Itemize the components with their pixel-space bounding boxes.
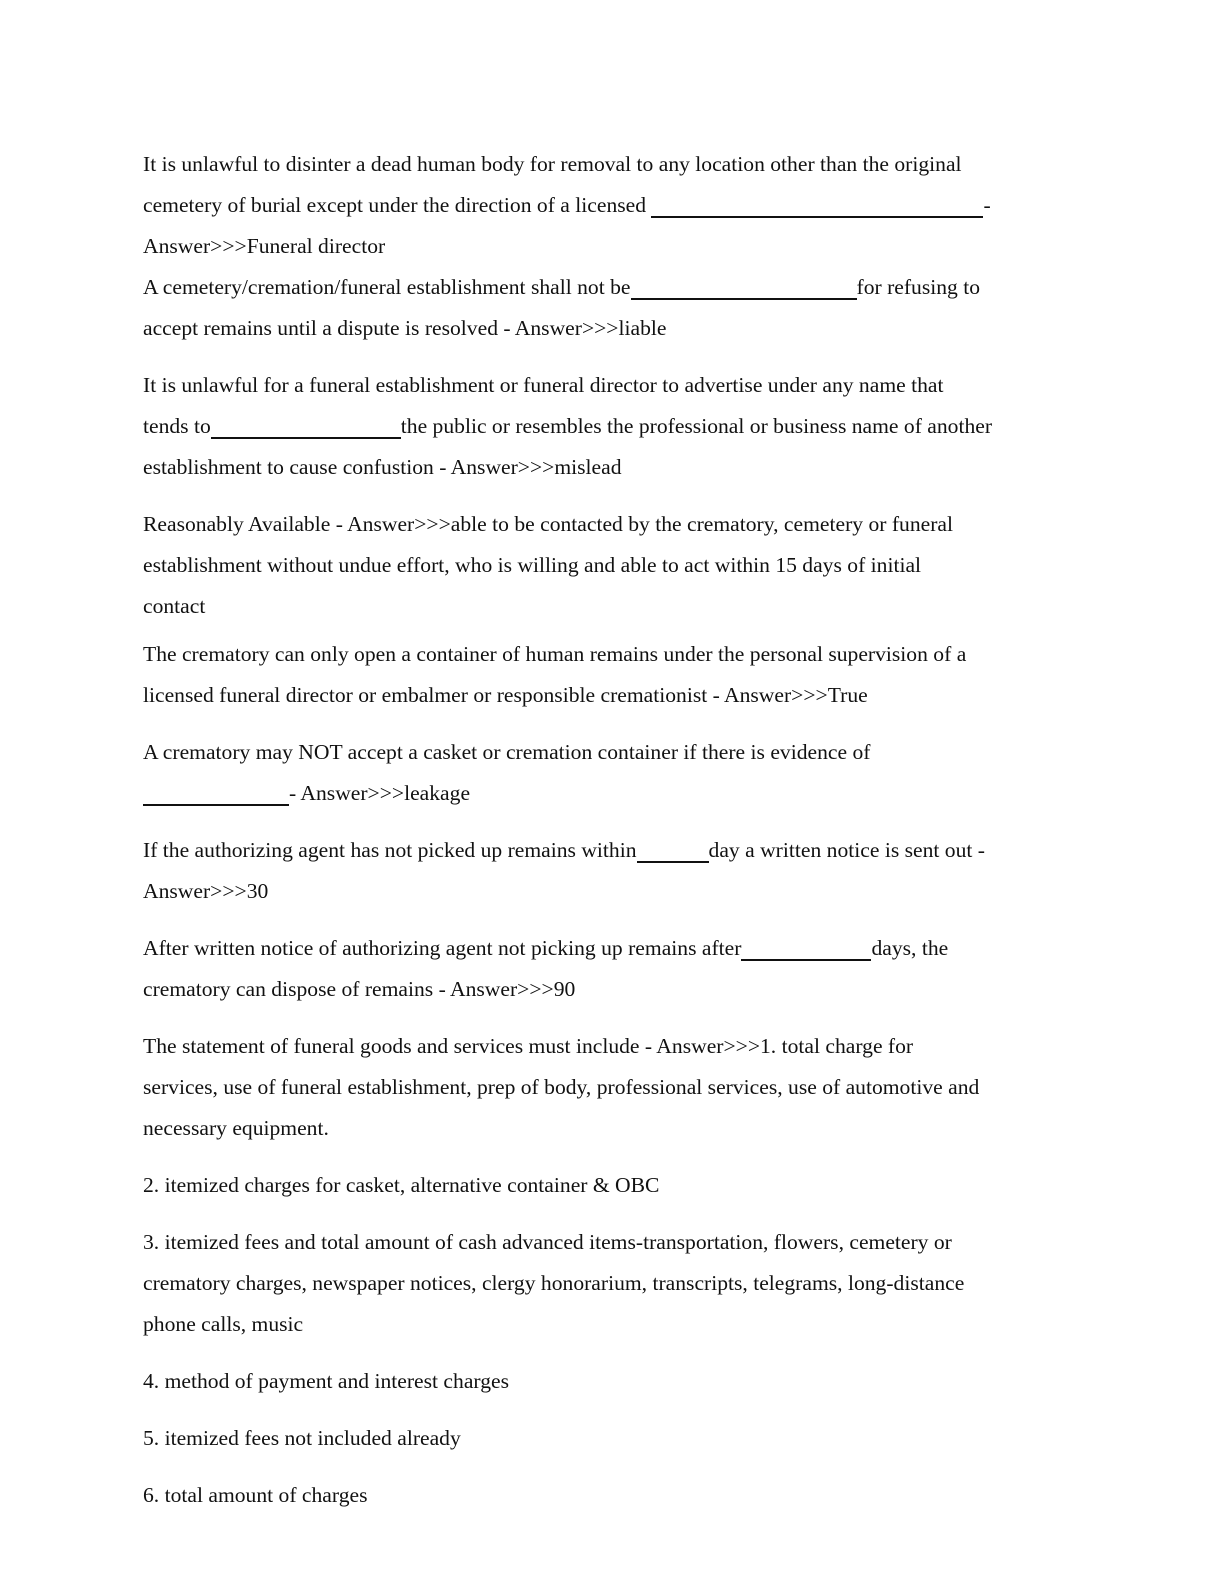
text-line: It is unlawful to disinter a dead human body for removal to any location other than the original xyxy=(143,152,962,176)
question-dispose-remains xyxy=(143,928,1078,1010)
question-reasonably-available xyxy=(143,504,1078,627)
text-line: 4. method of payment and interest charges xyxy=(143,1369,509,1393)
question-written-notice xyxy=(143,830,1078,912)
fill-in-blank xyxy=(637,835,709,863)
text-line: A crematory may NOT accept a casket or cremation container if there is evidence of xyxy=(143,740,871,764)
list-item xyxy=(143,1222,1078,1345)
text-segment: cemetery of burial except under the direction of a licensed xyxy=(143,193,652,217)
text-line: Reasonably Available - Answer>>>able to be contacted by the crematory, cemetery or funeral xyxy=(143,512,953,536)
list-item xyxy=(143,1165,1078,1206)
text-segment: day a written notice is sent out - xyxy=(708,838,985,862)
list-item xyxy=(143,1418,1078,1459)
text-line: 3. itemized fees and total amount of cash advanced items-transportation, flowers, cemetery or xyxy=(143,1230,952,1254)
text-line: contact xyxy=(143,594,206,618)
question-liable xyxy=(143,267,1078,349)
text-line: phone calls, music xyxy=(143,1312,304,1336)
answer-line: Answer>>>30 xyxy=(143,879,269,903)
text-line: services, use of funeral establishment, prep of body, professional services, use of automotive and xyxy=(143,1075,980,1099)
text-segment: - Answer>>>leakage xyxy=(289,781,471,805)
text-line: establishment without undue effort, who is willing and able to act within 15 days of initial xyxy=(143,553,922,577)
answer-line: Answer>>>Funeral director xyxy=(143,234,386,258)
question-statement-goods-services xyxy=(143,1026,1078,1149)
text-segment: tends to xyxy=(143,414,211,438)
document-body xyxy=(143,144,1078,1516)
answer-line: establishment to cause confustion - Answer>>>mislead xyxy=(143,455,622,479)
text-line xyxy=(143,185,1078,226)
fill-in-blank xyxy=(741,933,871,961)
answer-line: accept remains until a dispute is resolved - Answer>>>liable xyxy=(143,316,667,340)
answer-line: licensed funeral director or embalmer or responsible cremationist - Answer>>>True xyxy=(143,683,868,707)
list-item xyxy=(143,1361,1078,1402)
text-line: The crematory can only open a container of human remains under the personal supervision of a xyxy=(143,642,967,666)
text-line: 6. total amount of charges xyxy=(143,1483,368,1507)
question-open-container xyxy=(143,634,1078,716)
fill-in-blank xyxy=(143,778,289,806)
question-mislead xyxy=(143,365,1078,488)
text-segment: A cemetery/cremation/funeral establishment shall not be xyxy=(143,275,631,299)
text-line: crematory charges, newspaper notices, clergy honorarium, transcripts, telegrams, long-distance xyxy=(143,1271,965,1295)
text-line: 2. itemized charges for casket, alternative container & OBC xyxy=(143,1173,660,1197)
text-line xyxy=(143,928,1078,969)
text-segment: days, the xyxy=(871,936,949,960)
fill-in-blank xyxy=(211,411,401,439)
text-line xyxy=(143,267,1078,308)
text-segment: the public or resembles the professional or business name of another xyxy=(400,414,993,438)
list-item xyxy=(143,1475,1078,1516)
text-line xyxy=(143,406,1078,447)
text-segment: - xyxy=(983,193,991,217)
text-line xyxy=(143,773,1078,814)
text-segment: If the authorizing agent has not picked up remains within xyxy=(143,838,637,862)
text-line: necessary equipment. xyxy=(143,1116,329,1140)
text-segment: After written notice of authorizing agent not picking up remains after xyxy=(143,936,742,960)
question-disinter xyxy=(143,144,1078,267)
text-line: It is unlawful for a funeral establishment or funeral director to advertise under any name that xyxy=(143,373,944,397)
fill-in-blank xyxy=(651,190,983,218)
fill-in-blank xyxy=(631,272,857,300)
text-line: 5. itemized fees not included already xyxy=(143,1426,461,1450)
text-line xyxy=(143,830,1078,871)
question-leakage xyxy=(143,732,1078,814)
answer-line: crematory can dispose of remains - Answer>>>90 xyxy=(143,977,576,1001)
text-line: The statement of funeral goods and services must include - Answer>>>1. total charge for xyxy=(143,1034,914,1058)
text-segment: for refusing to xyxy=(856,275,981,299)
